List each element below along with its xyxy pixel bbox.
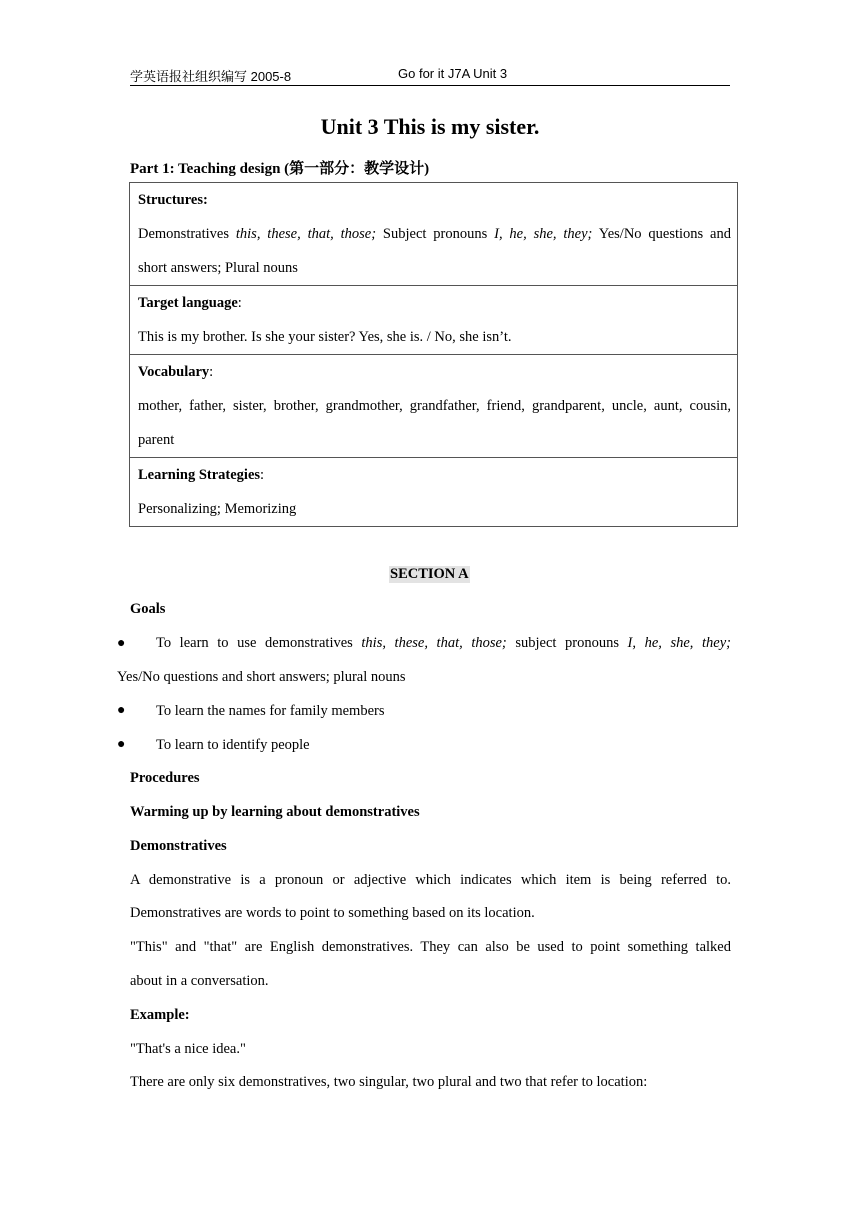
- structures-text-3: Yes/No questions and: [592, 226, 731, 242]
- structures-cell: [130, 183, 737, 285]
- demonstratives-heading: Demonstratives: [130, 838, 227, 854]
- example-label: Example:: [130, 1007, 190, 1023]
- goal-2: To learn the names for family members: [156, 703, 385, 719]
- learning-strategies-colon: :: [260, 467, 265, 483]
- part-heading: Part 1: Teaching design (第一部分：教学设计): [130, 161, 430, 177]
- warming-up-heading: Warming up by learning about demonstratives: [130, 804, 420, 820]
- structures-text-1: Demonstratives: [138, 226, 236, 242]
- target-language-cell: [130, 285, 737, 354]
- vocabulary-line-1: mother, father, sister, brother, grandmother, grandfather, friend, grandparent, uncle, aunt, cousin,: [138, 398, 731, 414]
- learning-strategies-label: Learning Strategies: [138, 467, 261, 483]
- section-a-heading: SECTION A: [390, 566, 469, 582]
- paragraph-2-line-1: "This" and "that" are English demonstratives. They can also be used to point something talked: [130, 939, 731, 955]
- vocabulary-label: Vocabulary: [138, 364, 210, 380]
- goal-1-text-2: subject pronouns: [506, 635, 628, 651]
- structures-demonstratives: this, these, that, those;: [235, 226, 377, 242]
- bullet-icon: ●: [117, 636, 126, 651]
- learning-strategies-cell: [130, 457, 737, 526]
- goal-3: To learn to identify people: [156, 737, 310, 753]
- header-unit: Go for it J7A Unit 3: [398, 66, 508, 81]
- vocabulary-cell: [130, 354, 737, 457]
- goal-1-pronouns: I, he, she, they;: [627, 635, 731, 651]
- bullet-icon: ●: [117, 703, 126, 718]
- example-text: "That's a nice idea.": [130, 1041, 246, 1057]
- teaching-design-table: [129, 182, 738, 527]
- vocabulary-colon: :: [209, 364, 214, 380]
- six-demonstratives-text: There are only six demonstratives, two singular, two plural and two that refer to location:: [130, 1074, 648, 1090]
- learning-strategies-text: Personalizing; Memorizing: [138, 501, 297, 517]
- page-title: Unit 3 This is my sister.: [320, 114, 540, 139]
- paragraph-1-line-2: Demonstratives are words to point to something based on its location.: [130, 905, 535, 921]
- structures-text-2: Subject pronouns: [376, 226, 495, 242]
- goal-1-demonstratives: this, these, that, those;: [361, 635, 507, 651]
- structures-label: Structures:: [138, 192, 208, 208]
- vocabulary-line-2: parent: [138, 432, 175, 448]
- paragraph-1-line-1: A demonstrative is a pronoun or adjective which indicates which item is being referred to.: [130, 872, 731, 888]
- target-language-text: This is my brother. Is she your sister? Yes, she is. / No, she isn’t.: [138, 329, 512, 345]
- structures-line-1: [138, 217, 731, 251]
- header-publisher: 学英语报社组织编写 2005-8: [130, 69, 292, 84]
- goal-1-line-2: Yes/No questions and short answers; plural nouns: [117, 669, 406, 685]
- target-language-colon: :: [237, 295, 242, 311]
- goals-heading: Goals: [130, 601, 166, 617]
- goal-1-text-1: To learn to use demonstratives: [156, 635, 362, 651]
- page-header: [130, 64, 730, 86]
- target-language-label: Target language: [138, 295, 238, 311]
- structures-line-2: short answers; Plural nouns: [138, 260, 298, 276]
- goal-1-line-1: [156, 635, 731, 655]
- structures-pronouns: I, he, she, they;: [494, 226, 593, 242]
- bullet-icon: ●: [117, 737, 126, 752]
- paragraph-2-line-2: about in a conversation.: [130, 973, 269, 989]
- procedures-heading: Procedures: [130, 770, 200, 786]
